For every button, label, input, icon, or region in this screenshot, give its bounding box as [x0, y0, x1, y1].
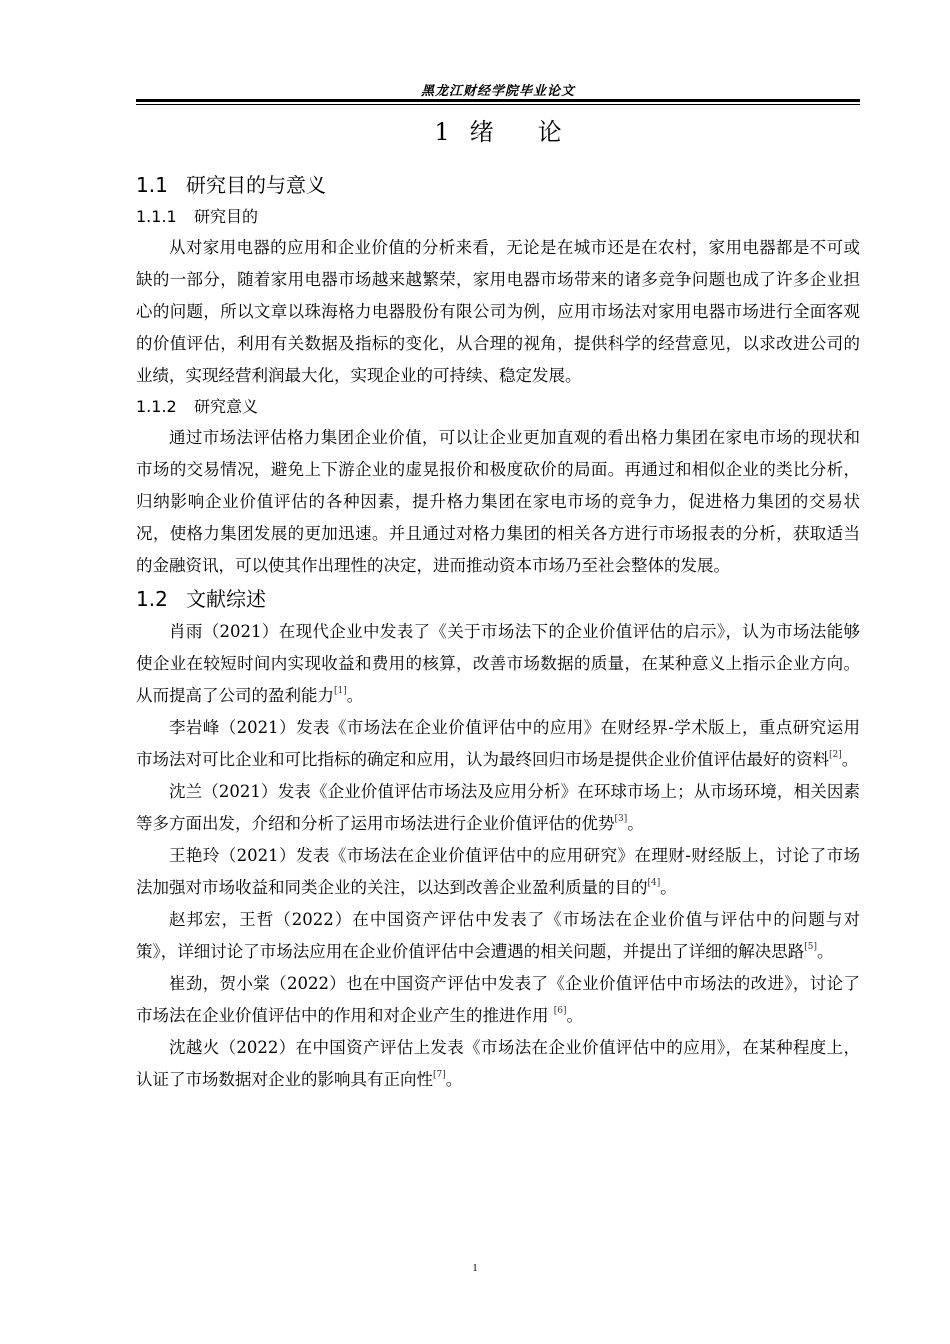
running-header-title: 黑龙江财经学院毕业论文 — [420, 84, 575, 99]
chapter-title-char-1: 绪 — [469, 118, 494, 146]
literature-end: 。 — [817, 942, 834, 961]
literature-text: 赵邦宏，王哲（2022）在中国资产评估中发表了《市场法在企业价值与评估中的问题与对策》，详细讨论了市场法应用在企业价值评估中会遭遇的相关问题，并提出了详细的解决思路 — [136, 910, 860, 961]
literature-paragraph — [136, 840, 860, 904]
paragraph-research-significance: 通过市场法评估格力集团企业价值，可以让企业更加直观的看出格力集团在家电市场的现状和市场的交易情况，避免上下游企业的虚晃报价和极度砍价的局面。再通过和相似企业的类比分析，归纳影响企业价值评估的各种因素，提升格力集团在家电市场的竞争力，促进格力集团的交易状况，使格力集团发展的更加迅速。并且通过对格力集团的相关各方进行市场报表的分析，获取适当的金融资讯，可以使其作出理性的决定，进而推动资本市场乃至社会整体的发展。 — [136, 428, 860, 575]
literature-text: 沈兰（2021）发表《企业价值评估市场法及应用分析》在环球市场上；从市场环境，相关因素等多方面出发，介绍和分析了运用市场法进行企业价值评估的优势 — [136, 782, 860, 833]
literature-text: 李岩峰（2021）发表《市场法在企业价值评估中的应用》在财经界-学术版上，重点研究运用市场法对可比企业和可比指标的确定和应用，认为最终回归市场是提供企业价值评估最好的资料 — [136, 718, 860, 769]
literature-end: 。 — [660, 878, 677, 897]
section-title: 研究目的与意义 — [186, 173, 326, 197]
section-title: 研究目的 — [194, 207, 259, 226]
literature-end: 。 — [566, 1006, 583, 1025]
section-number: 1.2 — [136, 587, 168, 611]
literature-paragraph — [136, 968, 860, 1032]
citation-ref: [7] — [433, 1070, 446, 1080]
citation-ref: [6] — [553, 1006, 567, 1016]
literature-paragraph — [136, 1032, 860, 1096]
header-rule-thin — [136, 104, 860, 105]
chapter-title-char-2: 论 — [537, 118, 562, 146]
chapter-title — [136, 117, 860, 147]
section-title: 研究意义 — [194, 397, 259, 416]
literature-paragraph — [136, 616, 860, 712]
literature-paragraph — [136, 904, 860, 968]
literature-end: 。 — [841, 750, 859, 769]
section-heading-1-1-1 — [136, 202, 860, 232]
literature-end: 。 — [346, 686, 364, 705]
document-body — [136, 168, 860, 1096]
literature-text: 崔劲，贺小棠（2022）也在中国资产评估中发表了《企业价值评估中市场法的改进》，讨论了市场法在企业价值评估中的作用和对企业产生的推进作用 — [136, 974, 860, 1025]
literature-text: 沈越火（2022）在中国资产评估上发表《市场法在企业价值评估中的应用》，在某种程度上，认证了市场数据对企业的影响具有正向性 — [136, 1038, 860, 1089]
literature-end: 。 — [445, 1070, 463, 1089]
citation-ref: [3] — [614, 814, 628, 824]
citation-ref: [5] — [804, 942, 817, 952]
header-rule-thick — [136, 99, 860, 102]
section-number: 1.1.1 — [136, 207, 177, 226]
section-number: 1.1.2 — [136, 397, 177, 416]
citation-ref: [4] — [647, 878, 661, 888]
section-title: 文献综述 — [186, 587, 266, 611]
citation-ref: [2] — [829, 750, 842, 760]
section-number: 1.1 — [136, 173, 168, 197]
section-heading-1-1-2 — [136, 392, 860, 422]
citation-ref: [1] — [334, 686, 347, 696]
chapter-number: 1 — [434, 118, 450, 146]
literature-text: 王艳玲（2021）发表《市场法在企业价值评估中的应用研究》在理财-财经版上，讨论了市场法加强对市场收益和同类企业的关注，以达到改善企业盈利质量的目的 — [136, 846, 860, 897]
page-number: 1 — [472, 1262, 478, 1274]
paragraph-research-purpose: 从对家用电器的应用和企业价值的分析来看，无论是在城市还是在农村，家用电器都是不可或缺的一部分，随着家用电器市场越来越繁荣，家用电器市场带来的诸多竞争问题也成了许多企业担心的问题，所以文章以珠海格力电器股份有限公司为例，应用市场法对家用电器市场进行全面客观的价值评估，利用有关数据及指标的变化，从合理的视角，提供科学的经营意见，以求改进公司的业绩，实现经营利润最大化，实现企业的可持续、稳定发展。 — [136, 238, 860, 385]
section-heading-1-2 — [136, 582, 860, 616]
literature-text: 肖雨（2021）在现代企业中发表了《关于市场法下的企业价值评估的启示》，认为市场法能够使企业在较短时间内实现收益和费用的核算，改善市场数据的质量，在某种意义上指示企业方向。从而提高了公司的盈利能力 — [136, 622, 860, 705]
section-heading-1-1 — [136, 168, 860, 202]
literature-end: 。 — [627, 814, 644, 833]
literature-paragraph — [136, 776, 860, 840]
literature-paragraph — [136, 712, 860, 776]
